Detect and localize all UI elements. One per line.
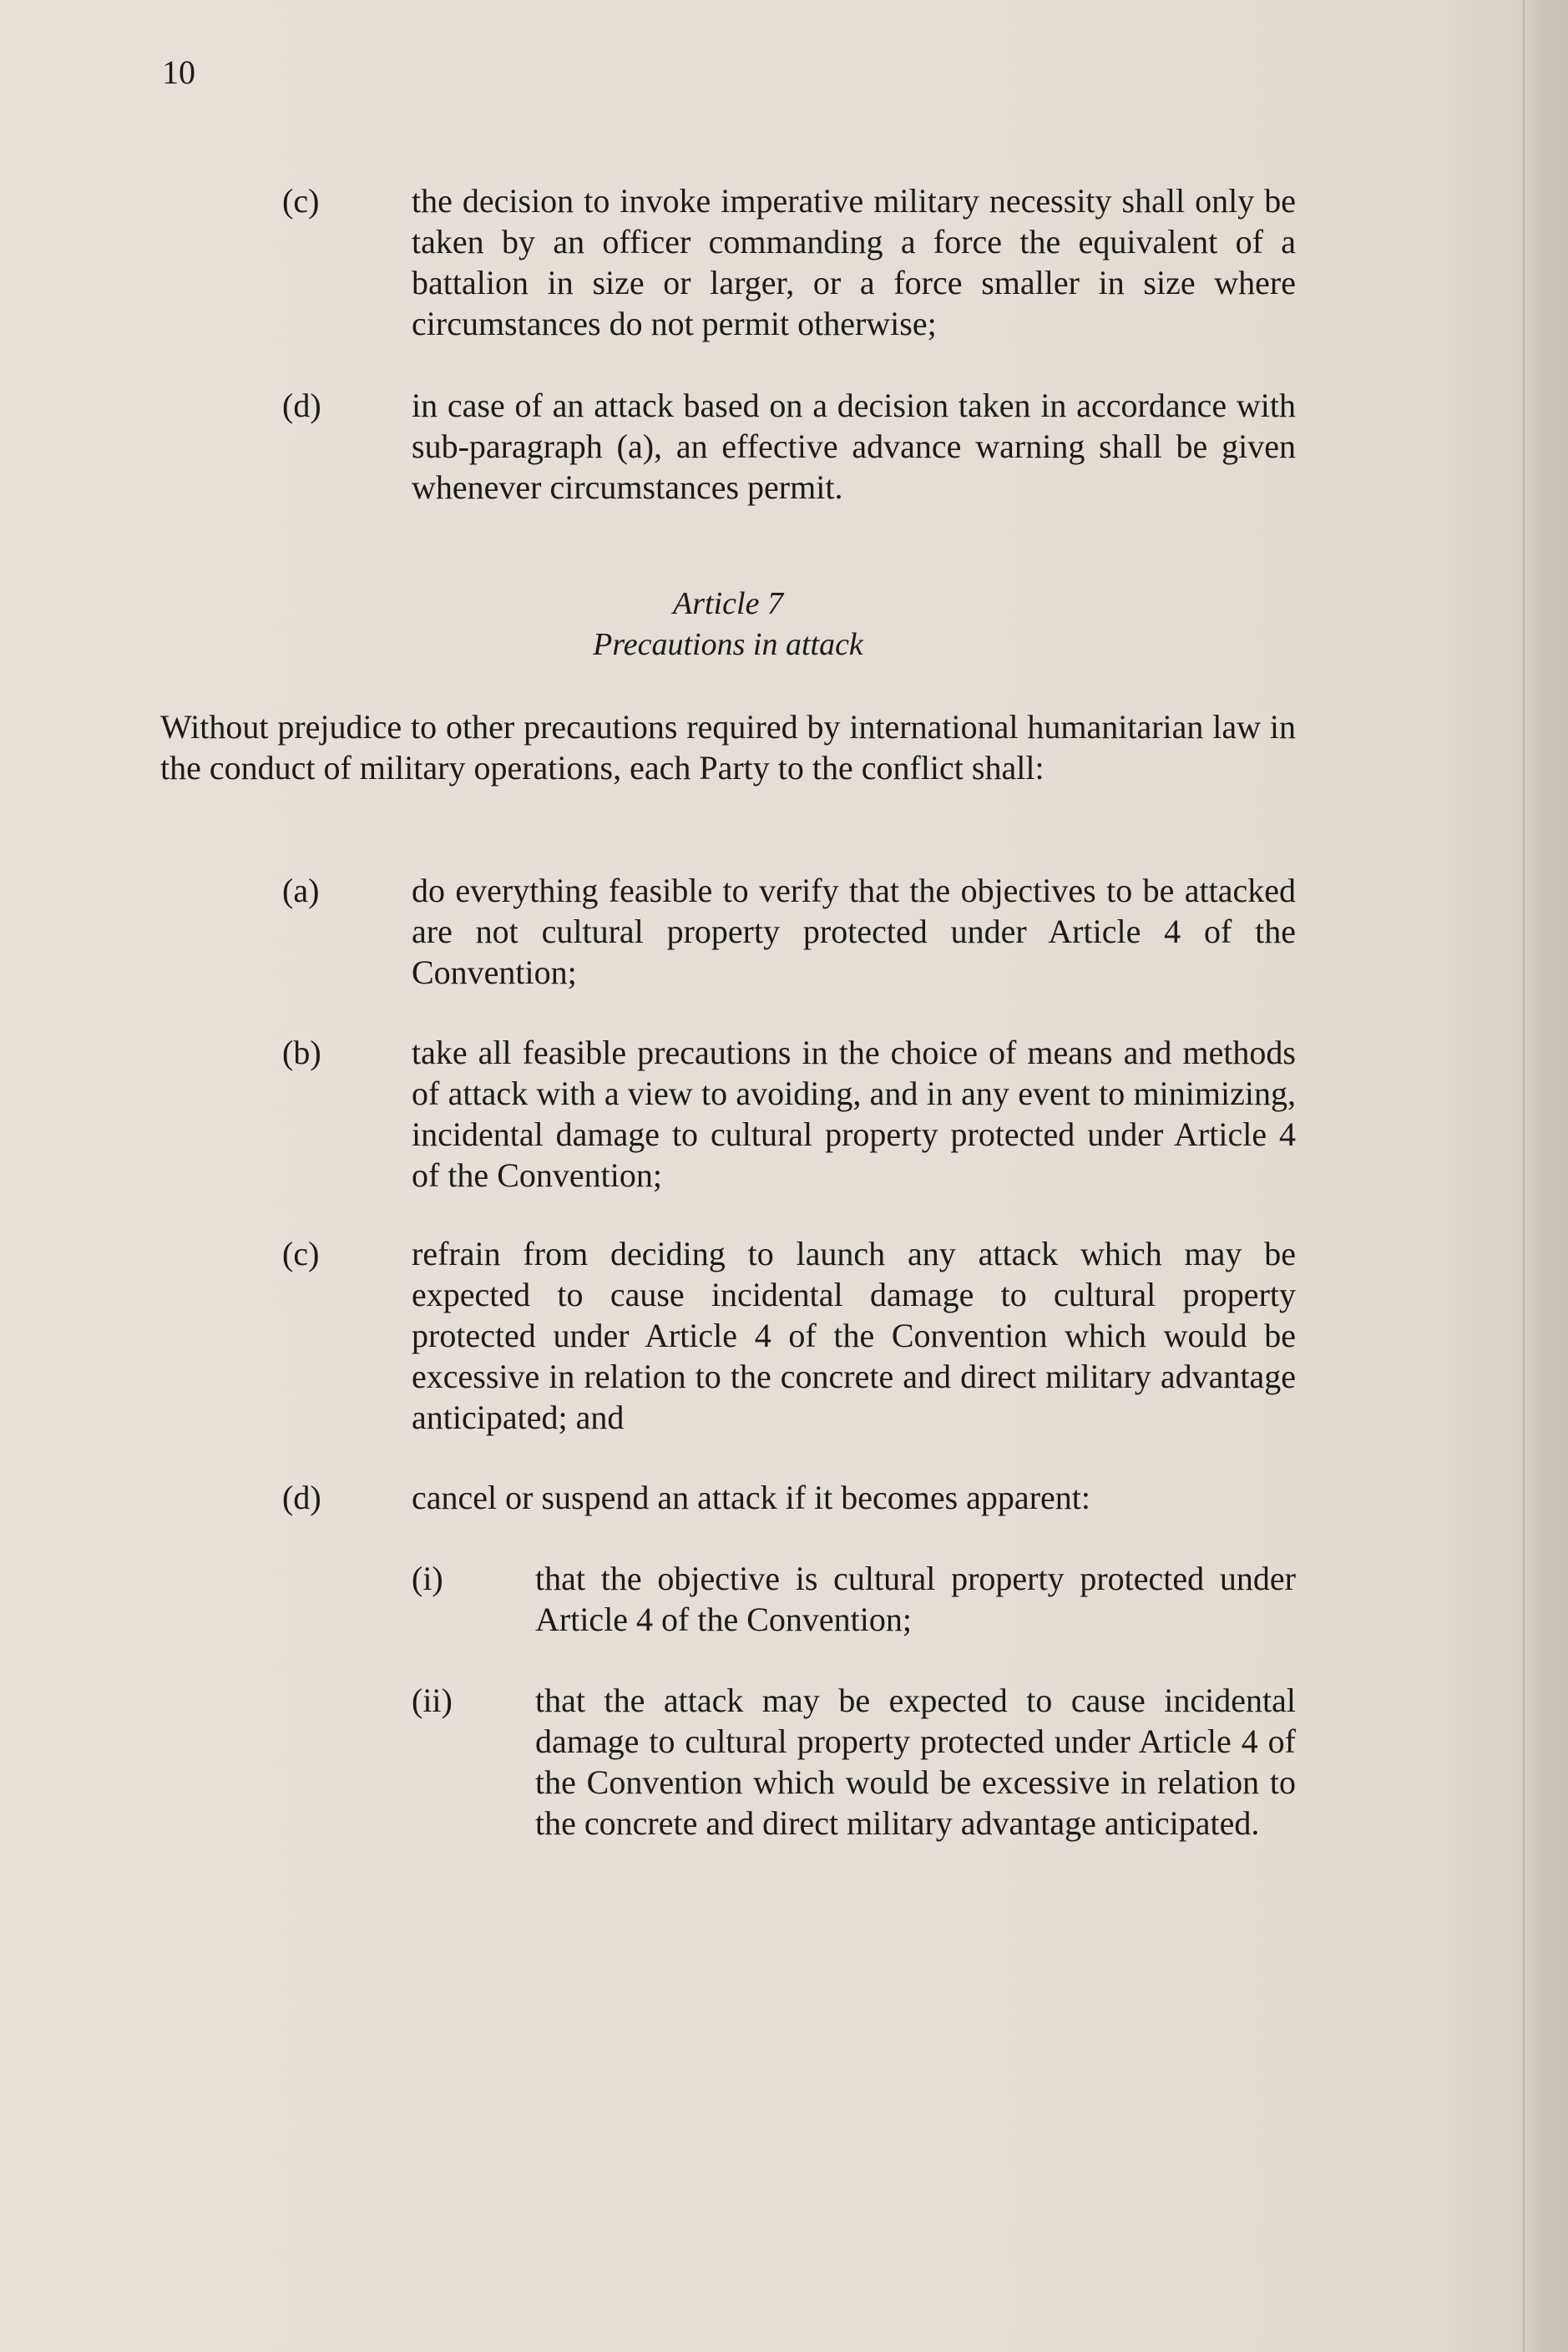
sub-item-text: that the objective is cultural property protected under Article 4 of the Convention; — [535, 1560, 1296, 1638]
sub-item-label: (ii) — [412, 1682, 453, 1719]
item-label: (c) — [282, 1235, 320, 1272]
item-label: (c) — [282, 182, 320, 220]
item-label: (d) — [282, 387, 321, 424]
page-number: 10 — [162, 53, 195, 91]
article-title: Precautions in attack — [593, 627, 863, 662]
item-text: do everything feasible to verify that the objectives to be attacked are not cultural property protected under Article 4 of the Convention; — [412, 872, 1296, 991]
item-text: the decision to invoke imperative military necessity shall only be taken by an officer commanding a force the equivalent of a battalion in size or larger, or a force smaller in size where circumstances do not permit otherwise; — [412, 182, 1296, 342]
sub-item-text: that the attack may be expected to cause incidental damage to cultural property protected under Article 4 of the Convention which would be excessive in relation to the concrete and direct military advantage anticipated. — [535, 1682, 1296, 1842]
item-label: (a) — [282, 872, 320, 909]
item-text: refrain from deciding to launch any attack which may be expected to cause incidental damage to cultural property protected under Article 4 of the Convention which would be excessive in relation to the concrete and direct military advantage anticipated; and — [412, 1235, 1296, 1436]
intro-paragraph: Without prejudice to other precautions required by international humanitarian law in the conduct of military operations, each Party to the conflict shall: — [160, 708, 1296, 787]
sub-item-label: (i) — [412, 1560, 443, 1597]
item-text: cancel or suspend an attack if it becomes apparent: — [412, 1479, 1090, 1516]
article-number: Article 7 — [673, 586, 783, 621]
item-text: take all feasible precautions in the choice of means and methods of attack with a view to avoiding, and in any event to minimizing, incidental damage to cultural property protected under Article 4 of the Convention; — [412, 1034, 1296, 1194]
item-label: (b) — [282, 1034, 321, 1071]
item-text: in case of an attack based on a decision taken in accordance with sub-paragraph (a), an effective advance warning shall be given whenever circumstances permit. — [412, 387, 1296, 506]
item-label: (d) — [282, 1479, 321, 1516]
page-spine-shadow — [1523, 0, 1568, 2352]
